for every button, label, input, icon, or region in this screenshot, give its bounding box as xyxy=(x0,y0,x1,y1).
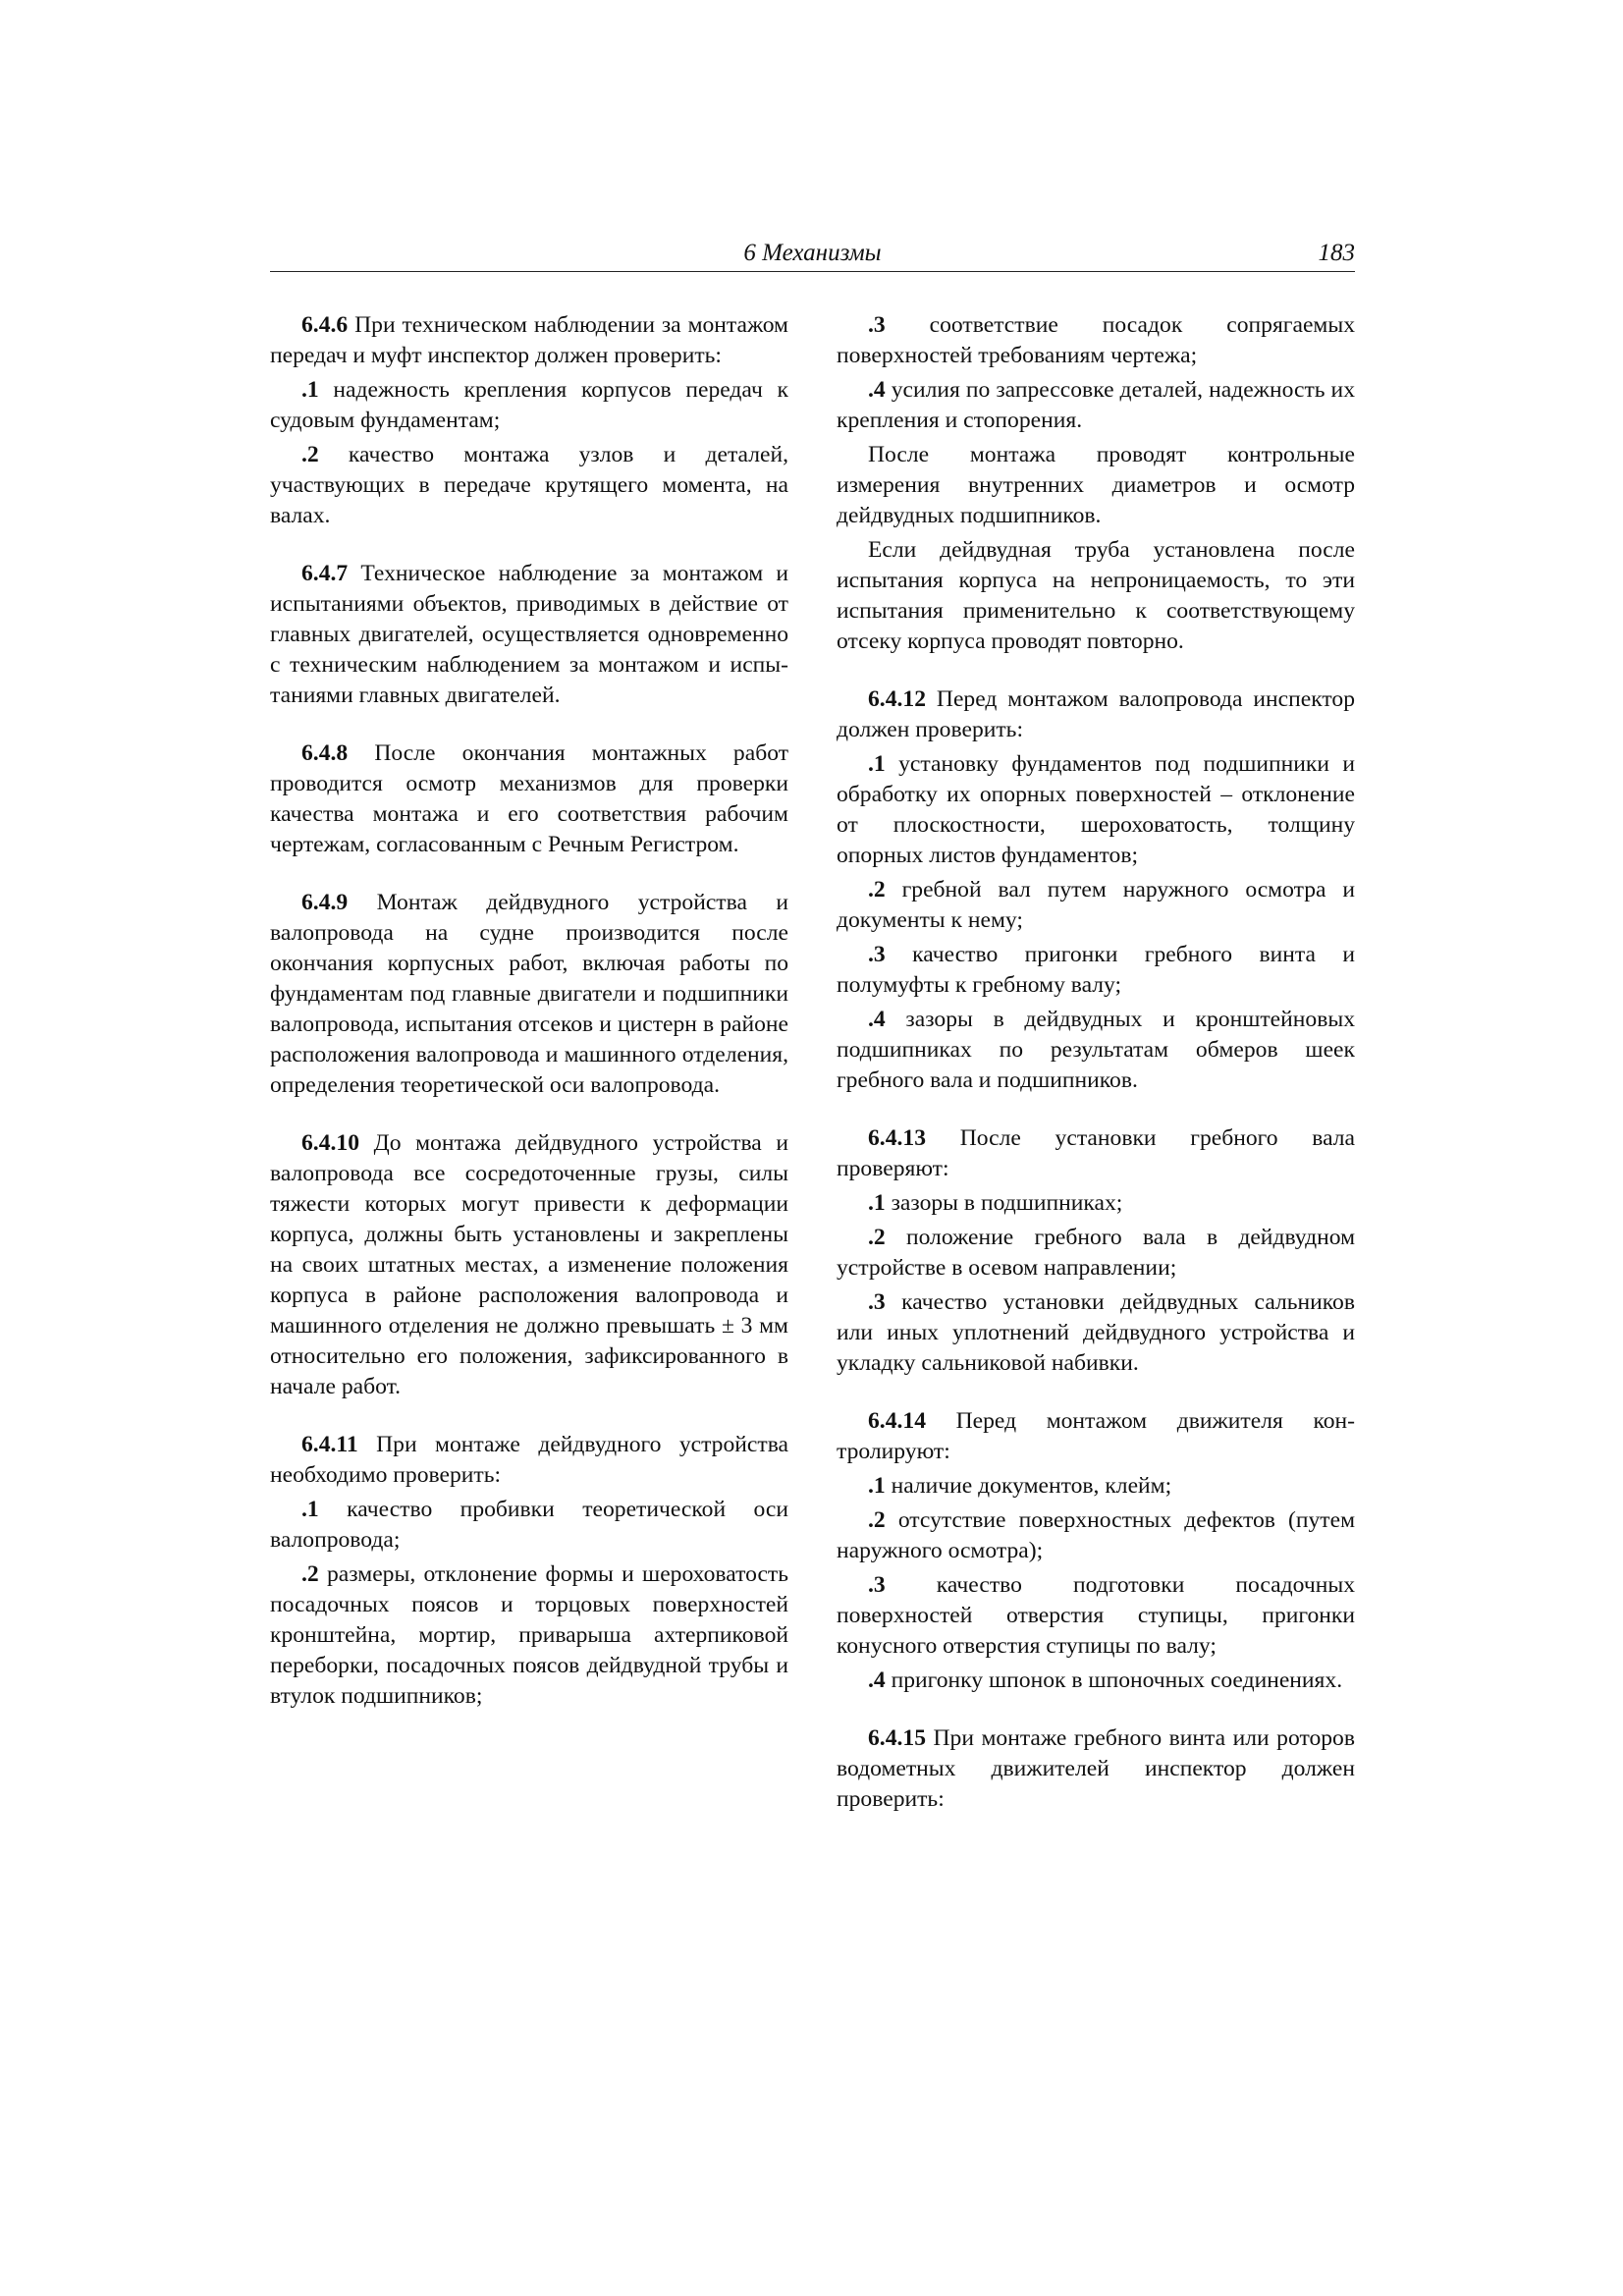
item-number: .1 xyxy=(301,377,319,403)
paragraph xyxy=(837,440,1355,531)
list-item xyxy=(837,375,1355,436)
paragraph xyxy=(837,535,1355,657)
paragraph-text: установку фундаментов под подшипники и обработку их опорных поверхностей – отклонение от плоскостности, шероховатость, толщину опорных листов фундаментов; xyxy=(837,751,1355,868)
list-item xyxy=(837,310,1355,371)
item-number: .3 xyxy=(868,942,886,967)
section-paragraph xyxy=(837,1723,1355,1815)
section-paragraph xyxy=(837,1123,1355,1184)
paragraph-text: наличие документов, клейм; xyxy=(885,1473,1172,1499)
section-paragraph xyxy=(270,310,788,371)
paragraph-text: После монтажа проводят контрольные измерения внутренних диаметров и осмотр дейдвудных подшипников. xyxy=(837,442,1355,528)
paragraph-text: качество пригонки гребного винта и полумуфты к гребному валу; xyxy=(837,942,1355,998)
section-paragraph xyxy=(270,1128,788,1402)
section-number: 6.4.9 xyxy=(301,890,349,915)
list-item xyxy=(270,1495,788,1556)
paragraph-text: усилия по запрессовке деталей, надежность их крепления и стопорения. xyxy=(837,377,1355,433)
list-item xyxy=(837,1666,1355,1696)
list-item xyxy=(837,1005,1355,1096)
list-item xyxy=(837,1570,1355,1662)
paragraph-text: зазоры в дейдвудных и кронштейновых подшипниках по результатам обмеров шеек гребного вала и подшипников. xyxy=(837,1007,1355,1093)
item-number: .3 xyxy=(868,1289,886,1315)
item-number: .2 xyxy=(868,1225,886,1250)
list-item xyxy=(270,375,788,436)
section-paragraph xyxy=(270,559,788,711)
page-number: 183 xyxy=(1318,240,1355,266)
list-item xyxy=(837,1188,1355,1219)
list-item xyxy=(270,1559,788,1712)
list-item xyxy=(837,1505,1355,1566)
item-number: .2 xyxy=(868,877,886,902)
list-item xyxy=(837,1471,1355,1502)
section-number: 6.4.10 xyxy=(301,1130,359,1156)
item-number: .2 xyxy=(868,1507,886,1533)
section-paragraph xyxy=(837,1406,1355,1467)
section-number: 6.4.14 xyxy=(868,1408,926,1434)
paragraph-text: Монтаж дейдвудного устройства и валопровода на судне производится после окончания корпусных работ, включая работы по фундаментам под главные двигатели и подшипники валопровода, испытания отсеков и цистерн в районе расположения валопровода и машинного отделения, определения теоретической оси валопровода. xyxy=(270,890,788,1098)
paragraph-text: До монтажа дейдвудного устройства и валопровода все сосредоточенные грузы, силы тяжести которых могут привести к деформации корпуса, должны быть установлены и закреплены на своих штатных местах, а изменение положения корпуса в районе расположения валопровода и машинного отделения не должно превышать ± 3 мм относительно его положения, зафиксированного в начале работ. xyxy=(270,1130,788,1399)
paragraph-text: После окончания монтажных работ проводится осмотр механизмов для проверки качества монтажа и его соответствия рабочим чертежам, согласованным с Речным Регистром. xyxy=(270,740,788,857)
list-item xyxy=(837,1223,1355,1284)
item-number: .1 xyxy=(868,1190,886,1216)
item-number: .1 xyxy=(868,1473,886,1499)
item-number: .4 xyxy=(868,1667,886,1693)
section-paragraph xyxy=(270,888,788,1101)
paragraph-text: При монтаже гребного винта или роторов водометных движителей инспектор должен проверить: xyxy=(837,1725,1355,1812)
list-item xyxy=(837,875,1355,936)
paragraph-text: гребной вал путем наружного осмотра и документы к нему; xyxy=(837,877,1355,933)
paragraph-text: надежность крепления корпусов передач к судовым фундаментам; xyxy=(270,377,788,433)
section-number: 6.4.13 xyxy=(868,1125,926,1151)
right-column xyxy=(837,310,1355,1815)
section-number: 6.4.7 xyxy=(301,561,349,586)
section-number: 6.4.8 xyxy=(301,740,349,766)
paragraph-text: положение гребного вала в дейдвудном устройстве в осевом направлении; xyxy=(837,1225,1355,1281)
paragraph-text: зазоры в подшипниках; xyxy=(885,1190,1123,1216)
item-number: .1 xyxy=(868,751,886,777)
paragraph-text: Если дейдвудная труба установлена после испытания корпуса на непроницаемость, то эти испытания применительно к соответствующему отсеку корпуса проводят повторно. xyxy=(837,537,1355,654)
section-paragraph xyxy=(837,684,1355,745)
item-number: .1 xyxy=(301,1497,319,1522)
section-paragraph xyxy=(270,1430,788,1491)
item-number: .2 xyxy=(301,442,319,467)
chapter-title: 6 Механизмы xyxy=(743,240,882,266)
paragraph-text: При монтаже дейдвудного устройства необходимо проверить: xyxy=(270,1432,788,1488)
section-number: 6.4.6 xyxy=(301,312,349,338)
list-item xyxy=(270,440,788,531)
item-number: .3 xyxy=(868,312,886,338)
paragraph-text: качество установки дейдвудных сальников или иных уплотнений дейдвудного устройства и укладку сальниковой набивки. xyxy=(837,1289,1355,1376)
paragraph-text: Техническое наблюдение за монтажом и испытаниями объектов, приводимых в действие от главных двигателей, осуществляется одновременно с техническим наблюдением за монтажом и испытаниями главных двигателей. xyxy=(270,561,788,708)
item-number: .4 xyxy=(868,377,886,403)
section-number: 6.4.11 xyxy=(301,1432,358,1457)
paragraph-text: Перед монтажом валопровода инспектор должен проверить: xyxy=(837,686,1355,742)
item-number: .4 xyxy=(868,1007,886,1032)
paragraph-text: пригонку шпонок в шпоночных соединениях. xyxy=(885,1667,1343,1693)
paragraph-text: Перед монтажом движителя контролируют: xyxy=(837,1408,1355,1464)
paragraph-text: качество пробивки теоретической оси валопровода; xyxy=(270,1497,788,1553)
list-item xyxy=(837,940,1355,1001)
section-number: 6.4.15 xyxy=(868,1725,926,1751)
item-number: .3 xyxy=(868,1572,886,1598)
paragraph-text: отсутствие поверхностных дефектов (путем наружного осмотра); xyxy=(837,1507,1355,1563)
paragraph-text: При техническом наблюдении за монтажом передач и муфт инспектор должен проверить: xyxy=(270,312,788,368)
section-number: 6.4.12 xyxy=(868,686,926,712)
paragraph-text: размеры, отклонение формы и шероховатость посадочных поясов и торцовых поверхностей кронштейна, мортир, приварыша ахтерпиковой переборки, посадочных поясов дейдвудной трубы и втулок подшипников; xyxy=(270,1561,788,1709)
paragraph-text: соответствие посадок сопрягаемых поверхностей требованиям чертежа; xyxy=(837,312,1355,368)
paragraph-text: После установки гребного вала проверяют: xyxy=(837,1125,1355,1181)
list-item xyxy=(837,749,1355,871)
paragraph-text: качество монтажа узлов и деталей, участвующих в передаче крутящего момента, на валах. xyxy=(270,442,788,528)
item-number: .2 xyxy=(301,1561,319,1587)
section-paragraph xyxy=(270,738,788,860)
list-item xyxy=(837,1287,1355,1379)
left-column xyxy=(270,310,788,1712)
paragraph-text: качество подготовки посадочных поверхностей отверстия ступицы, пригонки конусного отверстия ступицы по валу; xyxy=(837,1572,1355,1659)
running-header xyxy=(270,236,1355,272)
